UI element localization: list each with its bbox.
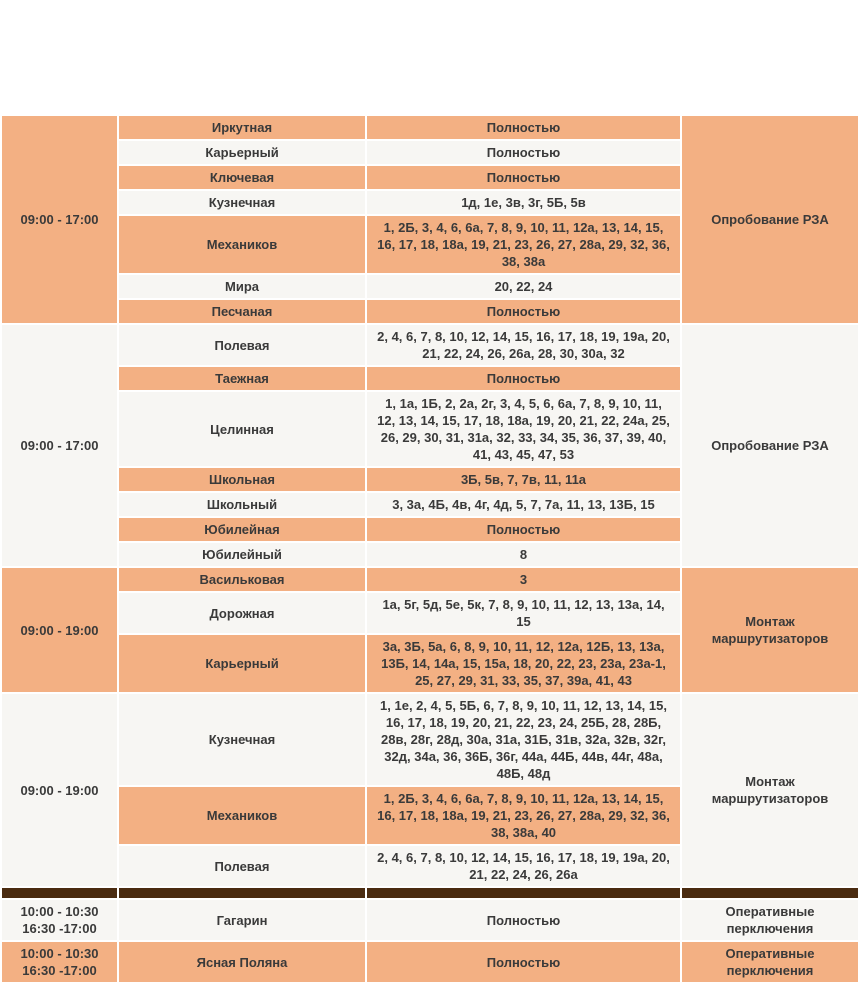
houses-cell: Полностью bbox=[367, 900, 680, 940]
outage-schedule-table bbox=[0, 114, 860, 984]
houses-cell: 1, 2Б, 3, 4, 6, 6а, 7, 8, 9, 10, 11, 12а, 13, 14, 15, 16, 17, 18, 18а, 19, 21, 23, 26, 27, 28а, 29, 32, 36, 38, 38а, 40 bbox=[367, 787, 680, 844]
houses-cell: Полностью bbox=[367, 166, 680, 189]
houses-cell: 1д, 1е, 3в, 3г, 5Б, 5в bbox=[367, 191, 680, 214]
time-range: 16:30 -17:00 bbox=[22, 963, 97, 978]
time-cell bbox=[2, 325, 117, 566]
houses-cell: Полностью bbox=[367, 518, 680, 541]
separator-bar bbox=[2, 888, 117, 898]
time-cell bbox=[2, 900, 117, 940]
houses-cell: Полностью bbox=[367, 116, 680, 139]
houses-cell: Полностью bbox=[367, 141, 680, 164]
separator-bar bbox=[119, 888, 365, 898]
houses-cell: 8 bbox=[367, 543, 680, 566]
time-range: 09:00 - 19:00 bbox=[20, 622, 99, 638]
street-cell: Школьный bbox=[119, 493, 365, 516]
work-type-cell: Монтаж маршрутизаторов bbox=[682, 568, 858, 692]
street-cell: Песчаная bbox=[119, 300, 365, 323]
work-type-cell: Опробование РЗА bbox=[682, 325, 858, 566]
time-cell bbox=[2, 942, 117, 982]
work-type-cell: Оперативные перключения bbox=[682, 942, 858, 982]
time-cell bbox=[2, 694, 117, 886]
time-range: 16:30 -17:00 bbox=[22, 921, 97, 936]
street-cell: Механиков bbox=[119, 787, 365, 844]
street-cell: Таежная bbox=[119, 367, 365, 390]
houses-cell: 20, 22, 24 bbox=[367, 275, 680, 298]
table-row bbox=[2, 325, 858, 365]
houses-cell: 1а, 5г, 5д, 5е, 5к, 7, 8, 9, 10, 11, 12, 13, 13а, 14, 15 bbox=[367, 593, 680, 633]
time-cell bbox=[2, 116, 117, 323]
houses-cell: 3а, 3Б, 5а, 6, 8, 9, 10, 11, 12, 12а, 12Б, 13, 13а, 13Б, 14, 14а, 15, 15а, 18, 20, 22, 23, 23а, 23а-1, 25, 27, 29, 31, 33, 35, 37, 39а, 41, 43 bbox=[367, 635, 680, 692]
table-row bbox=[2, 900, 858, 940]
street-cell: Кузнечная bbox=[119, 191, 365, 214]
work-type-cell: Оперативные перключения bbox=[682, 900, 858, 940]
street-cell: Ясная Поляна bbox=[119, 942, 365, 982]
street-cell: Иркутная bbox=[119, 116, 365, 139]
time-range: 09:00 - 17:00 bbox=[20, 212, 99, 227]
houses-cell: 1, 1е, 2, 4, 5, 5Б, 6, 7, 8, 9, 10, 11, 12, 13, 14, 15, 16, 17, 18, 19, 20, 21, 22, 23, 24, 25Б, 28, 28Б, 28в, 28г, 28д, 30а, 31а, 31Б, 31в, 32а, 32в, 32г, 32д, 34а, 36, 36Б, 36г, 44а, 44Б, 44в, 44г, 48а, 48Б, 48д bbox=[367, 694, 680, 785]
time-range: 09:00 - 19:00 bbox=[20, 782, 99, 798]
time-range: 10:00 - 10:30 bbox=[20, 946, 99, 961]
street-cell: Полевая bbox=[119, 846, 365, 886]
houses-cell: 2, 4, 6, 7, 8, 10, 12, 14, 15, 16, 17, 18, 19, 19а, 20, 21, 22, 24, 26, 26а, 28, 30, 30а, 32 bbox=[367, 325, 680, 365]
street-cell: Юбилейный bbox=[119, 543, 365, 566]
houses-cell: Полностью bbox=[367, 942, 680, 982]
separator-bar bbox=[367, 888, 680, 898]
houses-cell: 2, 4, 6, 7, 8, 10, 12, 14, 15, 16, 17, 18, 19, 19а, 20, 21, 22, 24, 26, 26а bbox=[367, 846, 680, 886]
street-cell: Полевая bbox=[119, 325, 365, 365]
houses-cell: 3 bbox=[367, 568, 680, 591]
street-cell: Кузнечная bbox=[119, 694, 365, 785]
street-cell: Целинная bbox=[119, 392, 365, 466]
separator-row bbox=[2, 888, 858, 898]
separator-bar bbox=[682, 888, 858, 898]
street-cell: Карьерный bbox=[119, 141, 365, 164]
table-row bbox=[2, 568, 858, 591]
table-row bbox=[2, 942, 858, 982]
houses-cell: 1, 2Б, 3, 4, 6, 6а, 7, 8, 9, 10, 11, 12а, 13, 14, 15, 16, 17, 18, 18а, 19, 21, 23, 26, 27, 28а, 29, 32, 36, 38, 38а bbox=[367, 216, 680, 273]
houses-cell: 1, 1а, 1Б, 2, 2а, 2г, 3, 4, 5, 6, 6а, 7, 8, 9, 10, 11, 12, 13, 14, 15, 17, 18, 18а, 19, 20, 21, 22, 24а, 25, 26, 29, 30, 31, 31а, 32, 33, 34, 35, 36, 37, 39, 40, 41, 43, 45, 47, 53 bbox=[367, 392, 680, 466]
street-cell: Гагарин bbox=[119, 900, 365, 940]
work-type-cell: Монтаж маршрутизаторов bbox=[682, 694, 858, 886]
street-cell: Ключевая bbox=[119, 166, 365, 189]
houses-cell: 3Б, 5в, 7, 7в, 11, 11а bbox=[367, 468, 680, 491]
work-type-cell: Опробование РЗА bbox=[682, 116, 858, 323]
table-row bbox=[2, 694, 858, 785]
time-range: 10:00 - 10:30 bbox=[20, 904, 99, 919]
table-row bbox=[2, 116, 858, 139]
street-cell: Васильковая bbox=[119, 568, 365, 591]
street-cell: Юбилейная bbox=[119, 518, 365, 541]
street-cell: Дорожная bbox=[119, 593, 365, 633]
time-range: 09:00 - 17:00 bbox=[20, 438, 99, 453]
houses-cell: Полностью bbox=[367, 367, 680, 390]
street-cell: Карьерный bbox=[119, 635, 365, 692]
street-cell: Школьная bbox=[119, 468, 365, 491]
street-cell: Механиков bbox=[119, 216, 365, 273]
street-cell: Мира bbox=[119, 275, 365, 298]
houses-cell: Полностью bbox=[367, 300, 680, 323]
time-cell bbox=[2, 568, 117, 692]
houses-cell: 3, 3а, 4Б, 4в, 4г, 4д, 5, 7, 7а, 11, 13, 13Б, 15 bbox=[367, 493, 680, 516]
